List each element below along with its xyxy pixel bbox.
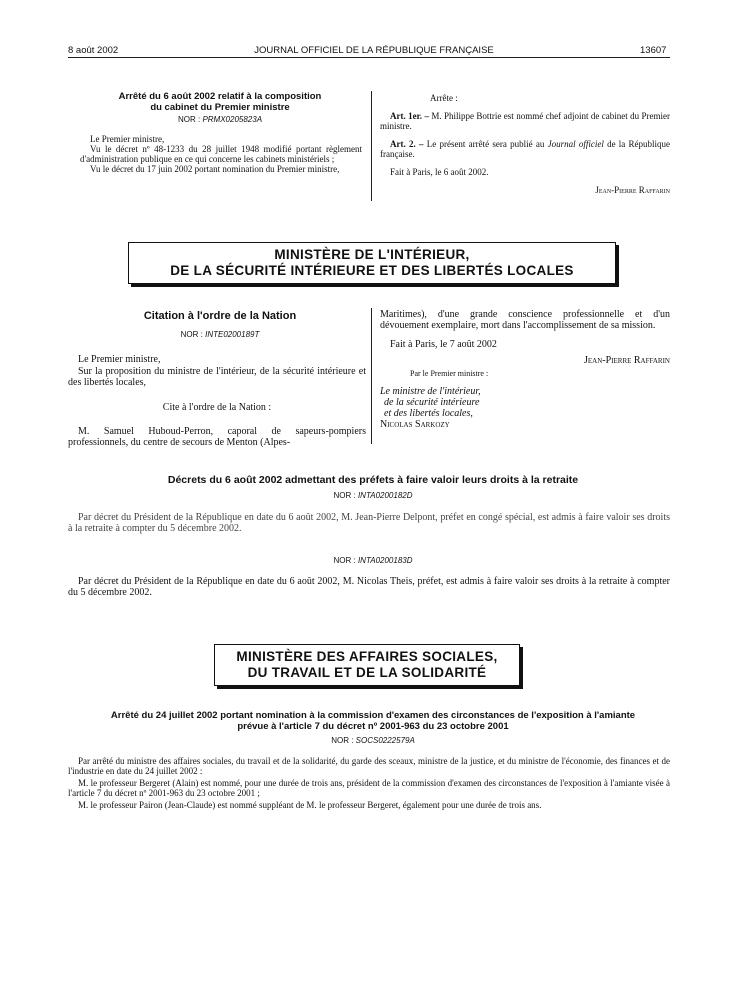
citation-cite: Cite à l'ordre de la Nation :: [162, 402, 272, 413]
nor-label: NOR :: [331, 736, 354, 745]
arrete-amiante-title-line2: prévue à l'article 7 du décret nº 2001-963 du 23 octobre 2001: [237, 721, 509, 732]
citation-title: Citation à l'ordre de la Nation: [143, 310, 297, 322]
citation-ministre-signature: Nicolas Sarkozy: [380, 419, 450, 430]
ministry-social-affairs-line1: MINISTÈRE DES AFFAIRES SOCIALES,: [236, 649, 498, 664]
arrete-cabinet-title-line2: du cabinet du Premier ministre: [150, 102, 290, 113]
arrete-cabinet-title: [80, 91, 360, 113]
citation-ministre-line2: de la sécurité intérieure: [384, 397, 480, 408]
arrete-cabinet-art2: [380, 139, 670, 159]
art1-label: Art. 1er. –: [390, 111, 429, 121]
arrete-cabinet-fait: Fait à Paris, le 6 août 2002.: [390, 167, 489, 177]
nor-code: INTA0200182D: [357, 491, 413, 500]
arrete-cabinet-para1: Le Premier ministre,: [90, 134, 165, 144]
arrete-cabinet-arrete: Arrête :: [430, 93, 458, 103]
arrete-cabinet-para3: Vu le décret du 17 juin 2002 portant nomination du Premier ministre,: [90, 164, 340, 174]
arrete-cabinet-title-line1: Arrêté du 6 août 2002 relatif à la composition: [118, 91, 322, 102]
ministry-interior-line2: DE LA SÉCURITÉ INTÉRIEURE ET DES LIBERTÉS LOCALES: [170, 263, 574, 278]
arrete-amiante-para1: Par arrêté du ministre des affaires sociales, du travail et de la solidarité, du garde des sceaux, ministre de la justice, et du ministre de l'économie, des finances et de l'industrie en date du 24 juillet 2002 :: [68, 756, 670, 776]
ministry-interior-line1: MINISTÈRE DE L'INTÉRIEUR,: [274, 247, 470, 262]
nor-label: NOR :: [333, 491, 356, 500]
nor-code: PRMX0205823A: [202, 115, 263, 124]
header-rule: [68, 57, 670, 58]
ministry-social-affairs-box: [214, 644, 520, 686]
citation-signature: Jean-Pierre Raffarin: [584, 355, 670, 366]
arrete-cabinet-right-column: [380, 93, 670, 195]
decrets-prefets-nor1: [68, 491, 678, 500]
arrete-cabinet-para2: Vu le décret nº 48-1233 du 28 juillet 1948 modifié portant règlement d'administration publique en ce qui concerne les cabinets ministériels ;: [80, 144, 362, 164]
art1-text: M. Philippe Bottrie est nommé chef adjoint de cabinet du Premier ministre.: [380, 111, 671, 131]
arrete-amiante-para3: M. le professeur Pairon (Jean-Claude) est nommé suppléant de M. le professeur Bergeret, également pour une durée de trois ans.: [78, 800, 542, 810]
nor-code: INTA0200183D: [357, 556, 413, 565]
nor-label: NOR :: [333, 556, 356, 565]
header-journal-title: JOURNAL OFFICIEL DE LA RÉPUBLIQUE FRANÇAISE: [254, 45, 494, 56]
arrete-cabinet-signature: Jean-Pierre Raffarin: [595, 185, 670, 195]
citation-ministre-line1: Le ministre de l'intérieur,: [380, 386, 481, 397]
header-page-number: 13607: [640, 45, 667, 56]
citation-ministre-line3: et des libertés locales,: [384, 408, 473, 419]
header-date: 8 août 2002: [68, 45, 119, 56]
decrets-prefets-title: Décrets du 6 août 2002 admettant des préfets à faire valoir leurs droits à la retraite: [167, 474, 579, 486]
art2-label: Art. 2. –: [390, 139, 424, 149]
citation-column-divider: [371, 308, 372, 444]
arrete-cabinet-left-column: [80, 134, 362, 174]
arrete-cabinet-art1: [380, 111, 670, 131]
ministry-interior-box: [128, 242, 616, 284]
column-divider: [371, 91, 372, 201]
citation-right-column: [380, 309, 670, 430]
nor-code: INTE0200189T: [205, 330, 260, 339]
citation-par-premier-ministre: Par le Premier ministre :: [410, 369, 489, 378]
arrete-amiante-para2: M. le professeur Bergeret (Alain) est nommé, pour une durée de trois ans, président de la commission d'examen des circonstances de l'exposition à l'amiante visée à l'article 7 du décret nº 2001-963 du 23 octobre 2001 ;: [68, 778, 670, 798]
ministry-social-affairs-line2: DU TRAVAIL ET DE LA SOLIDARITÉ: [247, 665, 487, 680]
decret-theis-text: Par décret du Président de la République en date du 6 août 2002, M. Nicolas Theis, préfet, est admis à faire valoir ses droits à la retraite à compter du 5 décembre 2002.: [68, 576, 670, 598]
decret-delpont-text: Par décret du Président de la République en date du 6 août 2002, M. Jean-Pierre Delpont, préfet en congé spécial, est admis à faire valoir ses droits à la retraite à compter du 5 décembre 2002.: [68, 512, 670, 534]
arrete-cabinet-nor: [80, 115, 360, 124]
arrete-amiante-title: [60, 710, 686, 732]
art2-text-b: de la République française.: [380, 139, 671, 159]
nor-label: NOR :: [180, 330, 203, 339]
arrete-amiante-nor: [60, 736, 686, 745]
citation-nor: [80, 330, 360, 339]
decrets-prefets-nor2: [68, 556, 678, 565]
arrete-amiante-title-line1: Arrêté du 24 juillet 2002 portant nomination à la commission d'examen des circonstances de l'exposition à l'amiante: [110, 710, 636, 721]
citation-left-column: [68, 354, 366, 413]
citation-para3-part1: M. Samuel Huboud-Perron, caporal de sapeurs-pompiers professionnels, du centre de secours de Menton (Alpes-: [68, 426, 366, 448]
arrete-amiante-body: [68, 756, 670, 810]
citation-fait: Fait à Paris, le 7 août 2002: [390, 339, 497, 350]
nor-label: NOR :: [177, 115, 201, 124]
citation-para1: Le Premier ministre,: [78, 354, 161, 365]
nor-code: SOCS0222579A: [355, 736, 415, 745]
art2-journal-italic: Journal officiel: [547, 139, 604, 149]
citation-para2: Sur la proposition du ministre de l'intérieur, de la sécurité intérieure et des libertés locales,: [68, 366, 366, 388]
art2-text-a: Le présent arrêté sera publié au: [426, 139, 545, 149]
citation-para3-continuation: Maritimes), d'une grande conscience professionnelle et d'un dévouement exemplaire, mort dans l'accomplissement de sa mission.: [380, 309, 670, 331]
